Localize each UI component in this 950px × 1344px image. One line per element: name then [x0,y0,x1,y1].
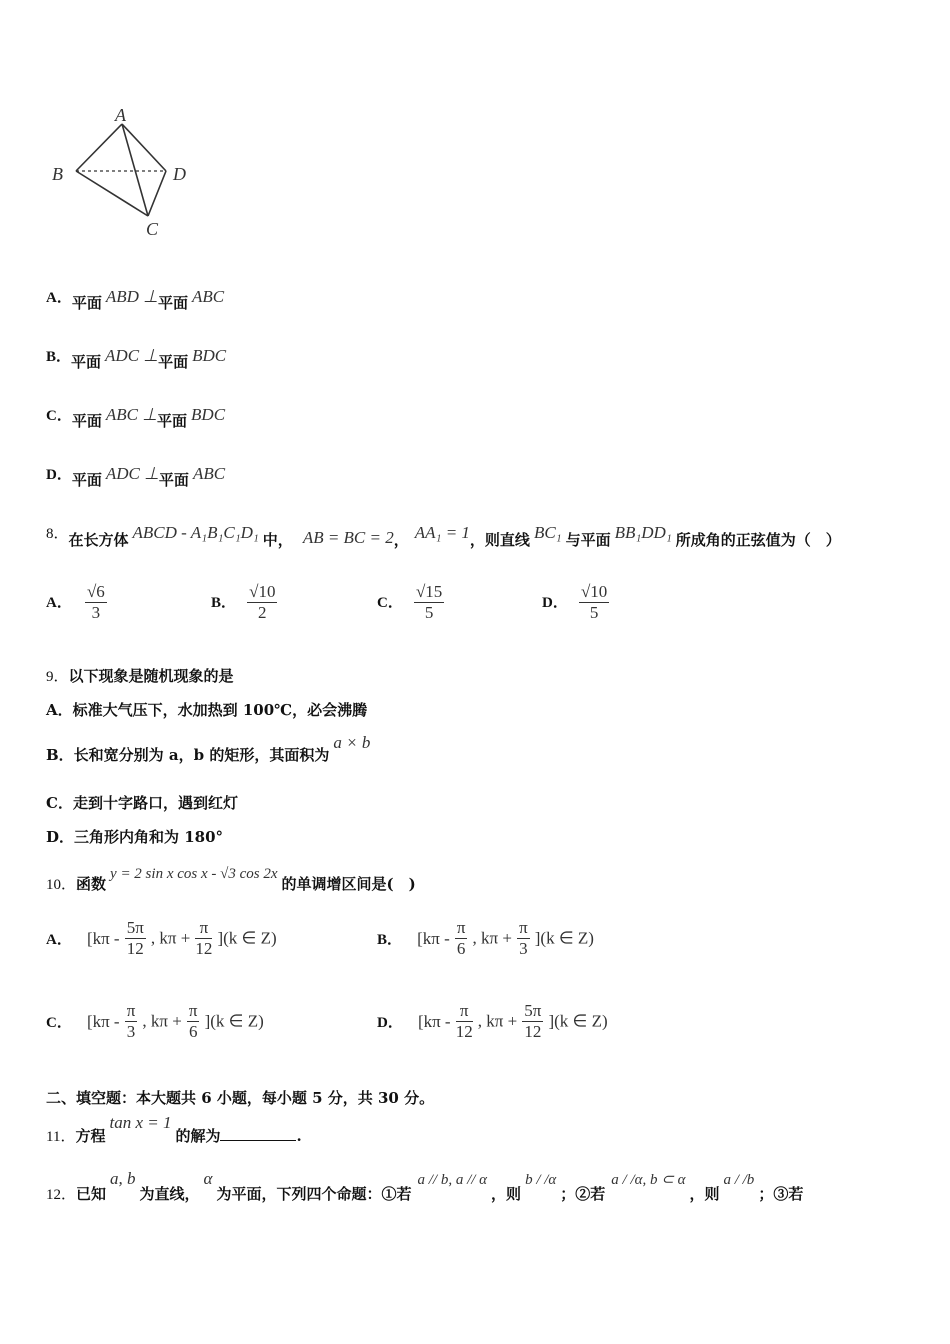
q8-box: ABCD - A₁B₁C₁D₁ [132,523,259,542]
q12-text-6: ，则 [689,1185,720,1203]
q9-stem-text: 以下现象是随机现象的是 [68,667,234,685]
plane-2: BDC [192,346,227,365]
edge-dc [148,171,166,216]
fraction-denominator: 5 [589,603,599,622]
q8-option-b [211,582,277,623]
question-number: 11． [46,1129,76,1145]
fraction-denominator: 12 [126,939,144,958]
q12-plane: α [203,1169,213,1188]
q9-option-b-math: a × b [333,733,371,752]
q8-comma: ， [393,531,409,549]
option-word: 平面 [71,294,102,312]
fraction-denominator: 6 [188,1022,198,1041]
q8-plane: BB₁DD₁ [614,523,672,542]
option-label: B． [377,932,403,948]
q7-option-c [46,404,226,430]
interval-middle: , kπ + [150,928,191,948]
question-number: 9． [46,669,69,685]
q10-text-1: 函数 [76,875,107,893]
q8-stem [46,522,841,549]
fraction-2 [195,918,212,959]
q8-text-1: 在长方体 [68,531,129,549]
q8-line: BC₁ [533,523,562,542]
fraction-denominator: 3 [91,603,101,622]
fraction-denominator: 12 [524,1022,542,1041]
vertex-c-label: C [146,219,159,239]
interval-end: ](k ∈ Z) [548,1011,608,1031]
fraction-numerator: √10 [580,582,608,601]
q11-text-1: 方程 [75,1127,106,1145]
plane-2: ABC [191,287,225,306]
plane-2: ABC [192,464,226,483]
fraction-numerator: π [188,1001,198,1020]
fraction-denominator: 12 [455,1022,473,1041]
fraction-2 [517,918,530,959]
fraction-1 [125,918,146,959]
fraction-numerator: π [456,1001,473,1022]
option-word: 平面 [71,471,102,489]
option-label: C． [46,1015,72,1031]
interval-middle: , kπ + [142,1011,182,1031]
q8-text-4: 与平面 [565,531,611,549]
q9-option-d: D．三角形内角和为 180° [46,828,224,846]
q12-text-5: ；②若 [560,1185,606,1203]
plane-1: ADC ⊥ [105,346,159,365]
interval-start: [kπ - [417,928,450,948]
plane-1: ADC ⊥ [105,464,159,483]
q12-condition-2: a / /α, b ⊂ α [611,1172,686,1188]
plane-1: ABD ⊥ [105,287,158,306]
q9-option-b-text: B．长和宽分别为 a，b 的矩形，其面积为 [46,746,330,764]
q10-option-c [46,1001,264,1042]
q8-text-2: 中， [262,531,293,549]
q10-function: y = 2 sin x cos x - √3 cos 2x [110,866,278,882]
q8-cond-2: AA₁ = 1 [414,523,470,542]
q12 [46,1168,804,1203]
fraction-1 [456,1001,473,1042]
q8-option-c [377,582,444,623]
section-title: 二、填空题：本大题共 6 小题，每小题 5 分，共 30 分。 [46,1089,435,1107]
option-word: 平面 [157,294,188,312]
fraction-numerator: π [126,1001,136,1020]
fraction-denominator: 5 [424,603,434,622]
fraction-numerator: π [195,918,212,939]
q9-option-a: A．标准大气压下，水加热到 100℃，必会沸腾 [46,701,368,719]
fraction-denominator: 2 [258,603,267,622]
fraction-denominator: 3 [519,939,528,958]
fraction-denominator: 3 [126,1022,136,1041]
q11-text-2: 的解为 [175,1127,221,1145]
option-label: D． [542,595,568,611]
q8-cond-1: AB = BC = 2 [302,528,394,547]
q12-text-3: 为平面，下列四个命题：①若 [216,1185,412,1203]
q8-text-5: 所成角的正弦值为（ ） [675,531,841,549]
edge-ab [76,124,122,171]
q11-equation: tan x = 1 [109,1113,172,1132]
interval-start: [kπ - [417,1011,451,1031]
question-number: 8． [46,526,69,542]
option-label: D． [46,467,72,483]
option-label: B． [46,349,72,365]
interval-end: ](k ∈ Z) [534,928,594,948]
q12-text-1: 已知 [76,1185,107,1203]
q10-text-2: 的单调增区间是( ) [281,875,416,893]
q12-result-1: b / /α [525,1172,557,1188]
vertex-b-label: B [52,164,63,184]
interval-end: ](k ∈ Z) [217,928,277,948]
answer-fraction [414,582,444,623]
q7-option-b [46,345,227,371]
q12-text-2: 为直线， [139,1185,200,1203]
fraction-denominator: 6 [456,939,466,958]
fraction-numerator: π [456,918,466,937]
q9-option-c: C．走到十字路口，遇到红灯 [46,794,238,812]
option-word: 平面 [158,471,189,489]
q8-text-3: ，则直线 [469,531,530,549]
interval-start: [kπ - [86,928,120,948]
fraction-numerator: 5π [524,1001,542,1020]
option-word: 平面 [71,412,102,430]
q11-period: . [296,1127,302,1145]
q12-condition-1: a // b, a // α [417,1172,488,1188]
option-label: A． [46,595,72,611]
question-number: 12． [46,1187,77,1203]
q10-option-d [377,1001,608,1042]
fraction-2 [522,1001,543,1042]
question-number: 10． [46,877,77,893]
q12-lines: a, b [110,1169,136,1188]
fraction-1 [125,1001,138,1042]
fraction-1 [455,918,468,959]
option-word: 平面 [71,353,102,371]
tetrahedron-figure [48,104,208,244]
interval-middle: , kπ + [477,1011,518,1031]
interval-start: [kπ - [86,1011,120,1031]
interval-end: ](k ∈ Z) [204,1011,264,1031]
q12-text-7: ；③若 [758,1185,804,1203]
fraction-numerator: √10 [249,582,276,601]
vertex-a-label: A [115,105,126,125]
fraction-numerator: 5π [126,918,144,937]
q8-option-d [542,582,609,623]
fraction-numerator: π [519,918,528,937]
q8-option-a [46,582,107,623]
answer-fraction [85,582,107,623]
answer-fraction [247,582,277,623]
q12-result-2: a / /b [723,1172,755,1188]
option-word: 平面 [157,412,188,430]
fraction-denominator: 12 [195,939,213,958]
q7-option-a [46,286,225,312]
option-label: C． [46,408,72,424]
q7-option-d [46,463,226,489]
option-label: C． [377,595,403,611]
plane-2: BDC [191,405,226,424]
option-label: D． [377,1015,403,1031]
option-label: A． [46,932,72,948]
option-label: A． [46,290,72,306]
fraction-2 [187,1001,200,1042]
q9-stem [46,665,234,686]
q10-option-a [46,918,277,959]
fraction-numerator: √6 [86,582,105,601]
interval-middle: , kπ + [472,928,512,948]
option-word: 平面 [158,353,189,371]
q9-option-b [46,732,371,764]
vertex-d-label: D [173,164,186,184]
q10-stem [46,862,416,893]
q11 [46,1112,302,1145]
answer-blank[interactable] [220,1126,296,1141]
option-label: B． [211,595,237,611]
q10-option-b [377,918,594,959]
answer-fraction [579,582,609,623]
plane-1: ABC ⊥ [105,405,158,424]
q12-text-4: ，则 [491,1185,522,1203]
fraction-numerator: √15 [415,582,443,601]
